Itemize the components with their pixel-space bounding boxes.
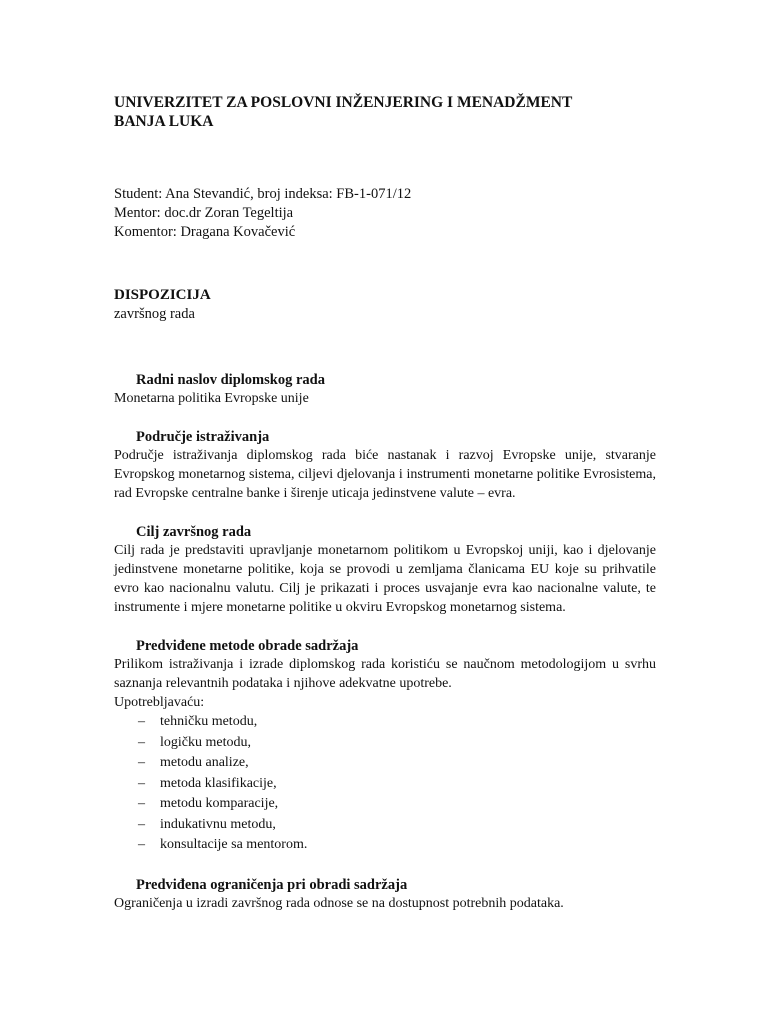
section-body: Područje istraživanja diplomskog rada biće nastanak i razvoj Evropske unije, stvaranje Evropskog monetarnog sistema, ciljevi djelovanja i instrumenti monetarne politike Evrosistema, rad Evropske centralne banke i širenje uticaja jedinstvene valute – evra. bbox=[114, 448, 656, 501]
list-item-text: logičku metodu, bbox=[160, 734, 251, 750]
section-body: Ograničenja u izradi završnog rada odnose se na dostupnost potrebnih podataka. bbox=[114, 895, 564, 911]
list-item-text: metodu analize, bbox=[160, 755, 249, 770]
mentor-line: Mentor: doc.dr Zoran Tegeltija bbox=[114, 205, 294, 221]
list-item-text: metodu komparacije, bbox=[160, 796, 279, 811]
methods-list bbox=[114, 712, 656, 856]
list-item-text: konsultacije sa mentorom. bbox=[160, 837, 308, 852]
list-item bbox=[138, 835, 656, 856]
dash-bullet: – bbox=[138, 714, 145, 729]
section-heading: Područje istraživanja bbox=[136, 429, 270, 445]
sections bbox=[114, 371, 656, 913]
student-line: Student: Ana Stevandić, broj indeksa: FB-1-071/12 bbox=[114, 186, 412, 202]
section-heading: Radni naslov diplomskog rada bbox=[136, 372, 325, 388]
section-body: Prilikom istraživanja i izrade diplomskog rada koristiću se naučnom metodologijom u svrhu saznanja relevantnih podataka i njihove adekvatne upotrebe. bbox=[114, 657, 656, 691]
dash-bullet: – bbox=[138, 755, 145, 770]
document-page bbox=[114, 93, 656, 933]
section-working-title bbox=[114, 371, 656, 408]
dash-bullet: – bbox=[138, 796, 145, 811]
list-item bbox=[138, 774, 656, 795]
section-body: Cilj rada je predstaviti upravljanje monetarnom politikom u Evropskoj uniji, kao i djelovanje jedinstvene monetarne politike, koja se provodi u zemljama članicama EU koje su prihvatile evro kao nacionalnu valutu. Cilj je prikazati i proces usvajanje evra kao nacionalne valute, te instrumente i mjere monetarne politike u okviru Evropskog monetarnog sistema. bbox=[114, 543, 656, 615]
university-city: BANJA LUKA bbox=[114, 113, 214, 130]
dash-bullet: – bbox=[138, 734, 145, 750]
list-item bbox=[138, 733, 656, 754]
list-item bbox=[138, 794, 656, 815]
list-item-text: indukativnu metodu, bbox=[160, 816, 276, 832]
dash-bullet: – bbox=[138, 775, 145, 791]
disposition-subtitle: završnog rada bbox=[114, 306, 195, 322]
section-heading: Cilj završnog rada bbox=[136, 524, 252, 540]
komentor-line: Komentor: Dragana Kovačević bbox=[114, 224, 296, 240]
section-research-area bbox=[114, 428, 656, 503]
list-item bbox=[138, 815, 656, 836]
methods-intro: Upotrebljavaću: bbox=[114, 695, 205, 710]
section-heading: Predviđene metode obrade sadržaja bbox=[136, 638, 359, 654]
disposition-title: DISPOZICIJA bbox=[114, 287, 211, 303]
section-body: Monetarna politika Evropske unije bbox=[114, 391, 309, 406]
university-name: UNIVERZITET ZA POSLOVNI INŽENJERING I MENADŽMENT bbox=[114, 94, 573, 111]
list-item-text: tehničku metodu, bbox=[160, 714, 258, 729]
student-info bbox=[114, 185, 656, 242]
list-item bbox=[138, 753, 656, 774]
dash-bullet: – bbox=[138, 816, 145, 832]
list-item-text: metoda klasifikacije, bbox=[160, 775, 277, 791]
dash-bullet: – bbox=[138, 837, 145, 852]
section-goal bbox=[114, 523, 656, 617]
section-heading: Predviđena ograničenja pri obradi sadržaja bbox=[136, 876, 408, 893]
list-item bbox=[138, 712, 656, 733]
section-methods bbox=[114, 637, 656, 856]
section-limitations bbox=[114, 876, 656, 913]
university-header bbox=[114, 93, 656, 131]
